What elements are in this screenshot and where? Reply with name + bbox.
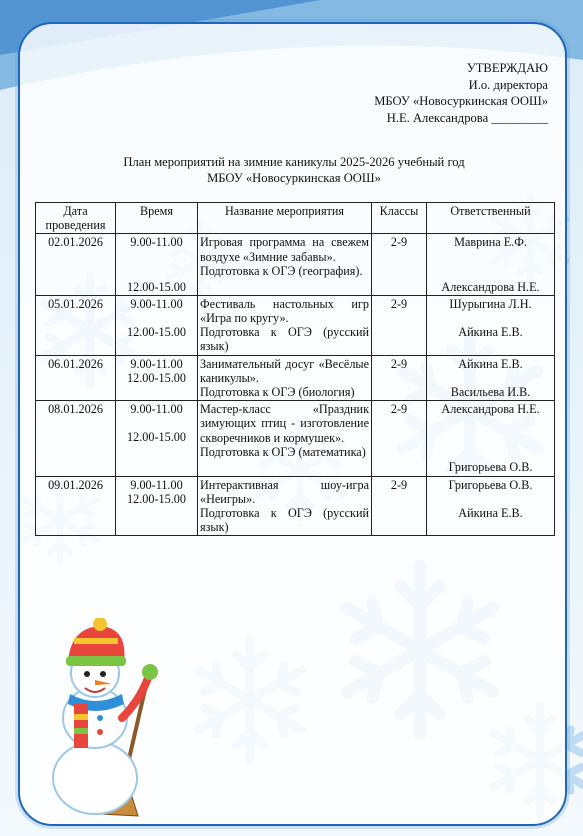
classes-cell: 2-9 bbox=[372, 476, 427, 536]
document-title bbox=[34, 155, 554, 186]
time-slot: 9.00-11.00 bbox=[130, 402, 183, 417]
responsible-cell bbox=[427, 295, 555, 355]
time-cell bbox=[116, 295, 198, 355]
table-row bbox=[36, 401, 555, 476]
responsible-person: Александрова Н.Е. bbox=[441, 402, 540, 417]
responsible-person: Григорьева О.В. bbox=[448, 460, 533, 475]
responsible-person: Айкина Е.В. bbox=[458, 325, 523, 340]
responsible-person: Айкина Е.В. bbox=[458, 505, 523, 520]
event-cell bbox=[198, 476, 372, 536]
event-name: Игровая программа на свежем воздухе «Зимние забавы». bbox=[200, 235, 369, 264]
responsible-person: Шурыгина Л.Н. bbox=[449, 296, 532, 311]
classes-cell: 2-9 bbox=[372, 295, 427, 355]
classes-cell: 2-9 bbox=[372, 401, 427, 476]
time-slot: 9.00-11.00 bbox=[130, 296, 183, 311]
time-slot: 12.00-15.00 bbox=[127, 430, 186, 445]
responsible-person: Маврина Е.Ф. bbox=[454, 235, 527, 250]
responsible-person: Григорьева О.В. bbox=[448, 477, 533, 492]
classes-cell: 2-9 bbox=[372, 234, 427, 295]
snowman-icon bbox=[40, 618, 170, 818]
responsible-cell bbox=[427, 355, 555, 401]
responsible-cell bbox=[427, 234, 555, 295]
schedule-table bbox=[35, 202, 555, 536]
time-cell bbox=[116, 476, 198, 536]
title-line: План мероприятий на зимние каникулы 2025-2026 учебный год bbox=[123, 155, 465, 169]
table-row bbox=[36, 295, 555, 355]
event-cell bbox=[198, 295, 372, 355]
date-cell: 05.01.2026 bbox=[36, 295, 116, 355]
column-header: Название мероприятия bbox=[198, 203, 372, 234]
event-name: Фестиваль настольных игр «Игра по кругу». bbox=[200, 296, 369, 326]
event-name: Подготовка к ОГЭ (русский язык) bbox=[200, 325, 369, 354]
column-header: Ответственный bbox=[427, 203, 555, 234]
responsible-cell bbox=[427, 401, 555, 476]
event-name: Подготовка к ОГЭ (русский язык) bbox=[200, 506, 369, 535]
responsible-cell bbox=[427, 476, 555, 536]
responsible-person: Александрова Н.Е. bbox=[441, 279, 540, 294]
time-cell bbox=[116, 234, 198, 295]
responsible-person: Васильева И.В. bbox=[450, 384, 531, 399]
event-name: Мастер-класс «Праздник зимующих птиц - изготовление скворечников и кормушек». bbox=[200, 402, 369, 445]
event-name: Интерактивная шоу-игра «Неигры». bbox=[200, 477, 369, 506]
date-cell: 02.01.2026 bbox=[36, 234, 116, 295]
time-cell bbox=[116, 355, 198, 401]
approval-line: УТВЕРЖДАЮ bbox=[466, 61, 548, 75]
time-slot: 12.00-15.00 bbox=[127, 370, 186, 385]
event-name: Занимательный досуг «Весёлые каникулы». bbox=[200, 356, 369, 385]
event-name: Подготовка к ОГЭ (география). bbox=[200, 263, 363, 278]
event-cell bbox=[198, 401, 372, 476]
event-name: Подготовка к ОГЭ (биология) bbox=[200, 385, 355, 400]
time-slot: 9.00-11.00 bbox=[130, 235, 183, 250]
time-slot: 9.00-11.00 bbox=[130, 477, 183, 492]
table-row bbox=[36, 476, 555, 536]
column-header: Классы bbox=[372, 203, 427, 234]
time-slot: 12.00-15.00 bbox=[127, 491, 186, 506]
approval-block bbox=[288, 60, 548, 126]
date-cell: 08.01.2026 bbox=[36, 401, 116, 476]
time-slot: 9.00-11.00 bbox=[130, 356, 183, 371]
title-line: МБОУ «Новосуркинская ООШ» bbox=[207, 170, 381, 185]
event-cell bbox=[198, 355, 372, 401]
classes-cell: 2-9 bbox=[372, 355, 427, 401]
table-row bbox=[36, 355, 555, 401]
time-slot: 12.00-15.00 bbox=[127, 325, 186, 340]
table-header-row bbox=[36, 203, 555, 234]
approval-line: И.о. директора bbox=[468, 77, 548, 92]
column-header: Дата проведения bbox=[36, 203, 116, 234]
responsible-person: Айкина Е.В. bbox=[458, 356, 523, 371]
approval-line: Н.Е. Александрова _________ bbox=[386, 110, 548, 125]
column-header: Время bbox=[116, 203, 198, 234]
date-cell: 06.01.2026 bbox=[36, 355, 116, 401]
event-cell bbox=[198, 234, 372, 295]
event-name: Подготовка к ОГЭ (математика) bbox=[200, 444, 366, 459]
date-cell: 09.01.2026 bbox=[36, 476, 116, 536]
table-row bbox=[36, 234, 555, 295]
time-slot: 12.00-15.00 bbox=[127, 279, 186, 294]
time-cell bbox=[116, 401, 198, 476]
approval-line: МБОУ «Новосуркинская ООШ» bbox=[374, 94, 548, 109]
